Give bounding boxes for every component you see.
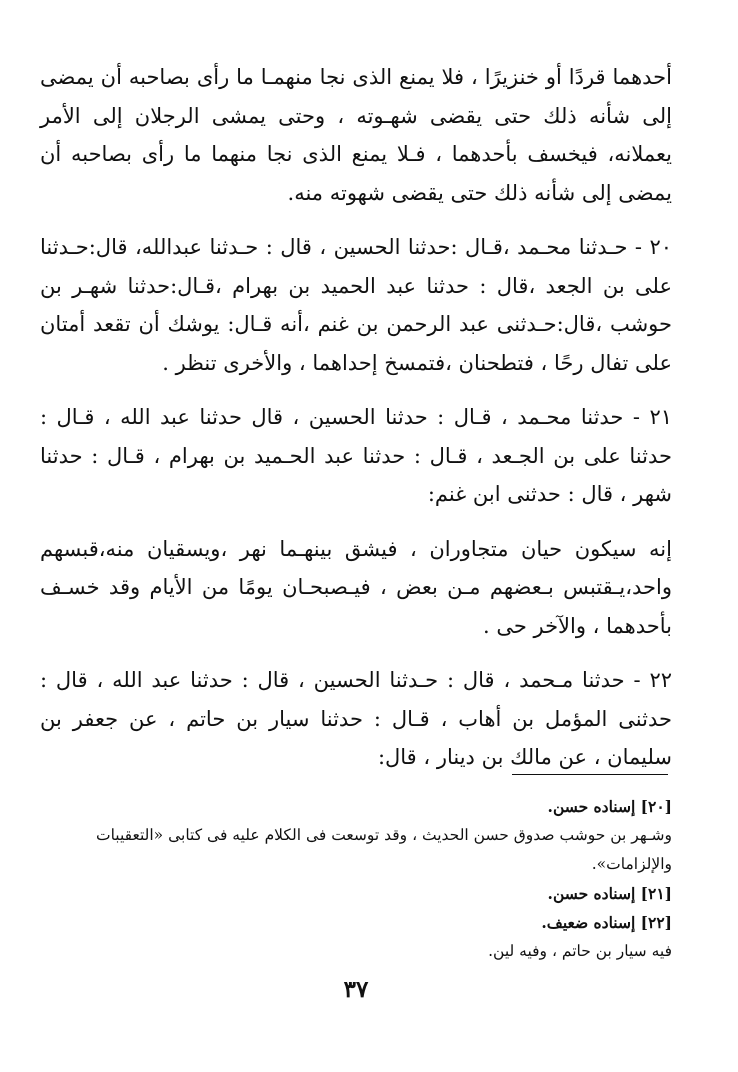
main-text bbox=[40, 58, 672, 777]
hadith-21: ٢١ - حدثنا محـمد ، قـال : حدثنا الحسين ، قال حدثنا عبد الله ، قـال : حدثنا على بن الجـعد ، قـال : حدثنا عبد الحـميد بن بهرام ، قـال : حدثنا شهر ، قال : حدثنى ابن غنم: bbox=[40, 405, 672, 506]
footnotes bbox=[40, 792, 672, 966]
page-number: ٣٧ bbox=[343, 976, 369, 1003]
footnote-20: [٢٠] إسناده حسن. bbox=[547, 797, 672, 816]
footnote-22: [٢٢] إسناده ضعيف. bbox=[541, 913, 672, 932]
footnote-21: [٢١] إسناده حسن. bbox=[547, 884, 672, 903]
hadith-22: ٢٢ - حدثنا مـحمد ، قال : حـدثنا الحسين ، قال : حدثنا عبد الله ، قال : حدثنى المؤمل بن أهاب ، قـال : حدثنا سيار بن حاتم ، عن جعفر بن سليمان ، عن مالك بن دينار ، قال: bbox=[40, 668, 672, 769]
footnote-22-detail: فيه سيار بن حاتم ، وفيه لين. bbox=[488, 942, 672, 960]
footnote-divider bbox=[512, 774, 668, 775]
hadith-21-text: إنه سيكون حيان متجاوران ، فيشق بينهـما نهر ،ويسقيان منه،قبسهم واحد،يـقتبس بـعضهم مـن بعض ، فيـصبحـان يومًا من الأيام وقد خسـف بأحدهما ، والآخر حى . bbox=[40, 536, 672, 638]
book-page bbox=[40, 58, 672, 1058]
paragraph-continuation: أحدهما قردًا أو خنزيرًا ، فلا يمنع الذى نجا منهمـا ما رأى بصاحبه أن يمضى إلى شأنه ذلك حتى يقضى شهـوته ، وحتى يمشى الرجلان إلى الأمر يعملانه، فيخسف بأحدهما ، فـلا يمنع الذى نجا منهما ما رأى بصاحبه أن يمضى إلى شأنه ذلك حتى يقضى شهوته منه. bbox=[40, 65, 672, 205]
footnote-20-detail: وشـهر بن حوشب صدوق حسن الحديث ، وقد توسعت فى الكلام عليه فى كتابى «التعقيبات والإلزامات». bbox=[95, 826, 672, 873]
hadith-20: ٢٠ - حـدثنا محـمد ،قـال :حدثنا الحسين ، قال : حـدثنا عبدالله، قال:حـدثنا على بن الجعد ،قال : حدثنا عبد الحميد بن بهرام ،قـال:حدثنا شهـر بن حوشب ،قال:حـدثنى عبد الرحمن بن غنم ،أنه قـال: يوشك أن تقعد أمتان على تفال رحًا ، فتطحنان ،فتمسخ إحداهما ، والأخرى تنظر . bbox=[40, 235, 672, 375]
